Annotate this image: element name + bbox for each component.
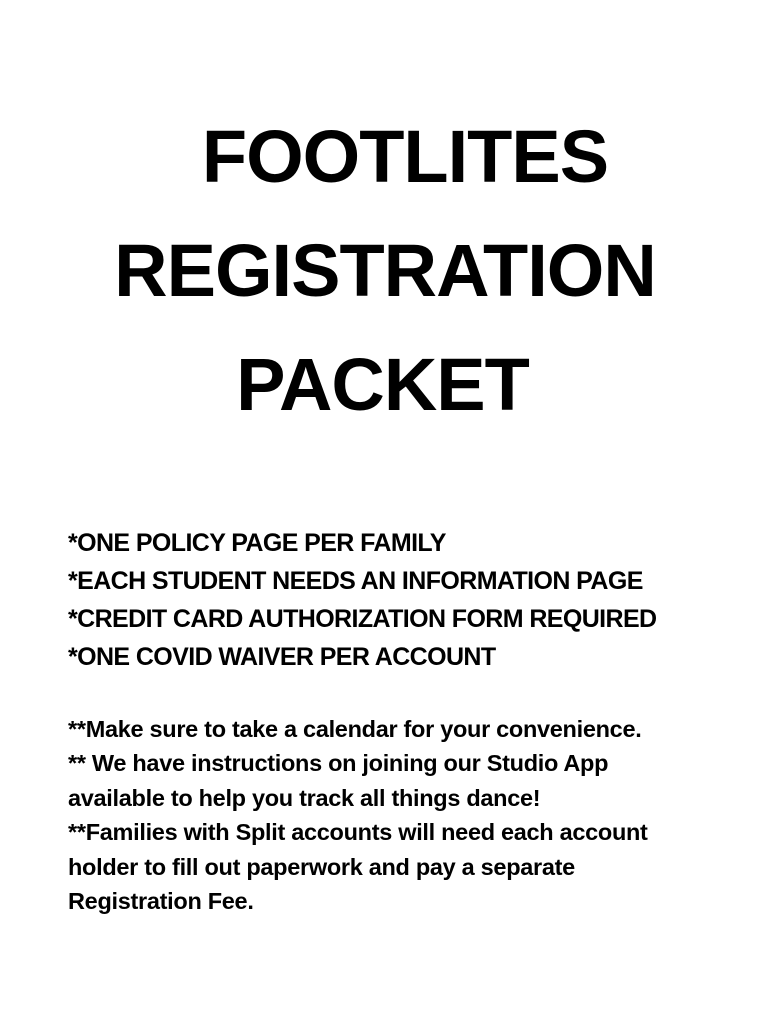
note-line: available to help you track all things dance!	[68, 784, 541, 811]
page-title	[0, 100, 770, 442]
requirement-item: *CREDIT CARD AUTHORIZATION FORM REQUIRED	[68, 605, 657, 633]
note-line: ** We have instructions on joining our Studio App	[68, 750, 609, 777]
note-line: Registration Fee.	[68, 888, 254, 915]
note-line: **Make sure to take a calendar for your convenience.	[68, 716, 642, 742]
requirement-item: *ONE POLICY PAGE PER FAMILY	[68, 529, 446, 557]
requirement-item: *ONE COVID WAIVER PER ACCOUNT	[68, 643, 496, 671]
title-line-3: PACKET	[236, 343, 529, 426]
requirement-item: *EACH STUDENT NEEDS AN INFORMATION PAGE	[68, 567, 643, 595]
notes-block	[68, 712, 758, 918]
note-line: holder to fill out paperwork and pay a separate	[68, 853, 575, 880]
title-line-1: FOOTLITES	[201, 115, 609, 198]
title-line-2: REGISTRATION	[114, 229, 656, 312]
requirements-list	[68, 524, 758, 676]
note-line: **Families with Split accounts will need each account	[68, 819, 648, 846]
